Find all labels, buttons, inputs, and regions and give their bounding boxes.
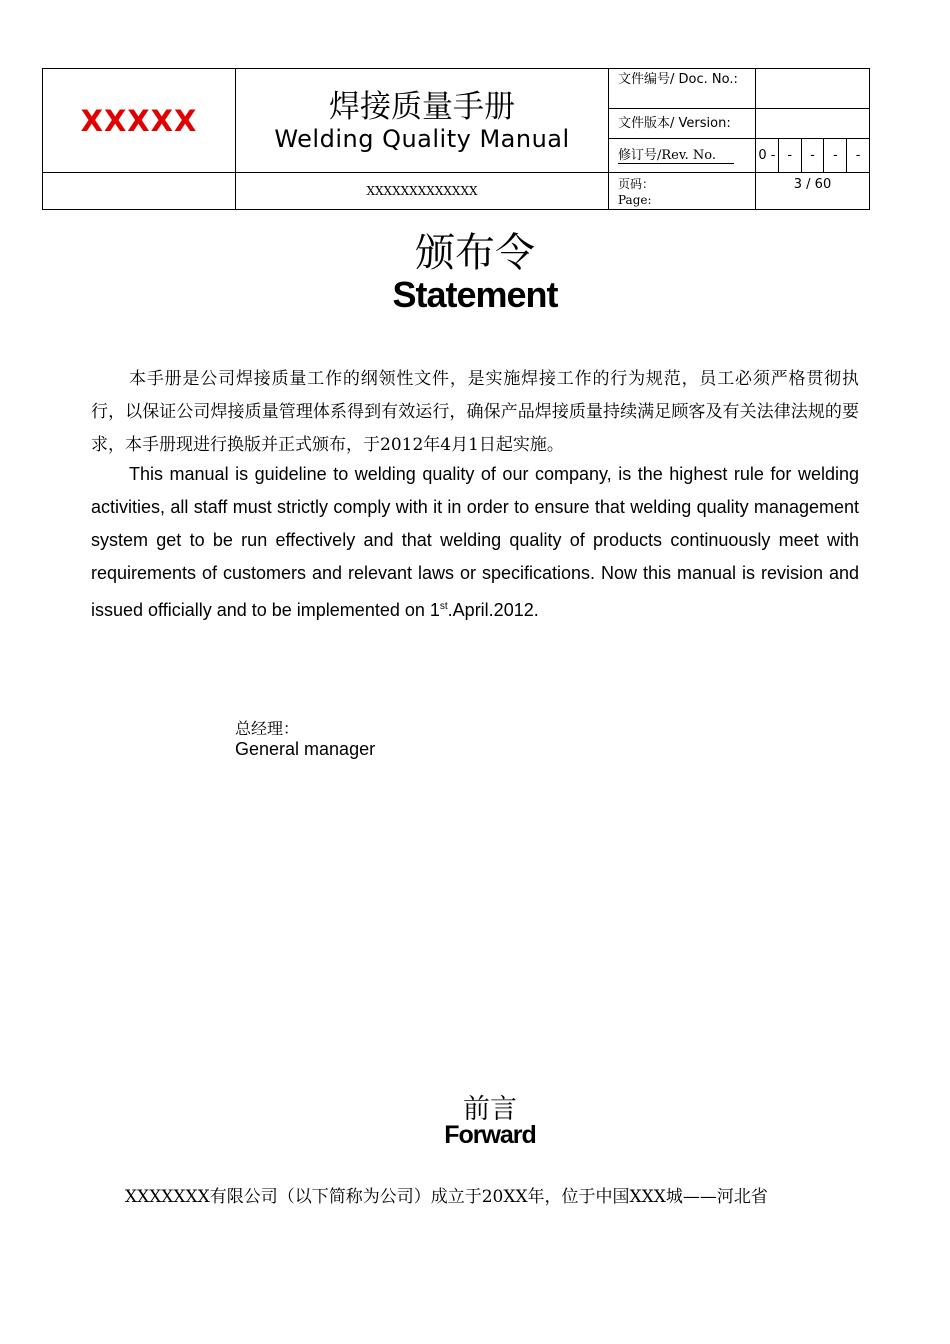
rev-label-text: 修订号/Rev. No.	[618, 148, 734, 164]
version-label: 文件版本/ Version:	[609, 109, 756, 139]
manual-title-cell	[236, 69, 609, 173]
general-manager-label-zh: 总经理：	[235, 719, 300, 738]
manual-title-zh: 焊接质量手册	[329, 88, 515, 125]
statement-paragraph-en	[91, 458, 859, 627]
doc-no-value	[756, 69, 870, 109]
rev-box-3: -	[801, 139, 824, 172]
page-label-en: Page:	[618, 193, 652, 207]
rev-value-cell	[756, 139, 870, 173]
rev-box-5: -	[846, 139, 869, 172]
rev-box-1: 0 -	[758, 148, 776, 163]
statement-title-en: Statement	[392, 274, 558, 315]
version-value	[756, 109, 870, 139]
page-label-zh: 页码：	[618, 177, 655, 191]
rev-label	[609, 139, 756, 173]
statement-title-zh: 颁布令	[415, 230, 535, 276]
statement-paragraph-en-main: This manual is guideline to welding quality of our company, is the highest rule for welding activities, all staff must strictly comply with it in order to ensure that welding quality management system get to be run effectively and that welding quality of products continuously meet with requirements of customers and relevant laws or specifications. Now this manual is revision and issued officially and to be implemented on 1	[91, 464, 859, 620]
rev-boxes	[756, 139, 869, 172]
page-label	[609, 173, 756, 210]
statement-paragraph-en-tail: .April.2012.	[447, 600, 539, 620]
subtitle-code: XXXXXXXXXXXXX	[236, 173, 609, 210]
company-logo: XXXXX	[43, 69, 236, 173]
general-manager-label-en: General manager	[235, 739, 376, 759]
statement-paragraph-zh: 本手册是公司焊接质量工作的纲领性文件，是实施焊接工作的行为规范，员工必须严格贯彻执行，以保证公司焊接质量管理体系得到有效运行，确保产品焊接质量持续满足顾客及有关法律法规的要求，本手册现进行换版并正式颁布，于2012年4月1日起实施。	[91, 369, 859, 455]
empty-logo-cell	[43, 173, 236, 210]
forward-first-line: XXXXXXX有限公司（以下简称为公司）成立于20XX年，位于中国XXX城——河北省	[125, 1187, 768, 1207]
forward-title-zh: 前言	[463, 1094, 517, 1125]
rev-box-2: -	[778, 139, 801, 172]
document-header-table	[42, 68, 870, 210]
rev-box-4: -	[823, 139, 846, 172]
doc-no-label: 文件编号/ Doc. No.:	[609, 69, 756, 109]
forward-title-en: Forward	[444, 1121, 536, 1149]
manual-title-en: Welding Quality Manual	[274, 124, 570, 153]
page-number: 3 / 60	[756, 173, 870, 210]
ordinal-suffix: st	[439, 601, 448, 612]
